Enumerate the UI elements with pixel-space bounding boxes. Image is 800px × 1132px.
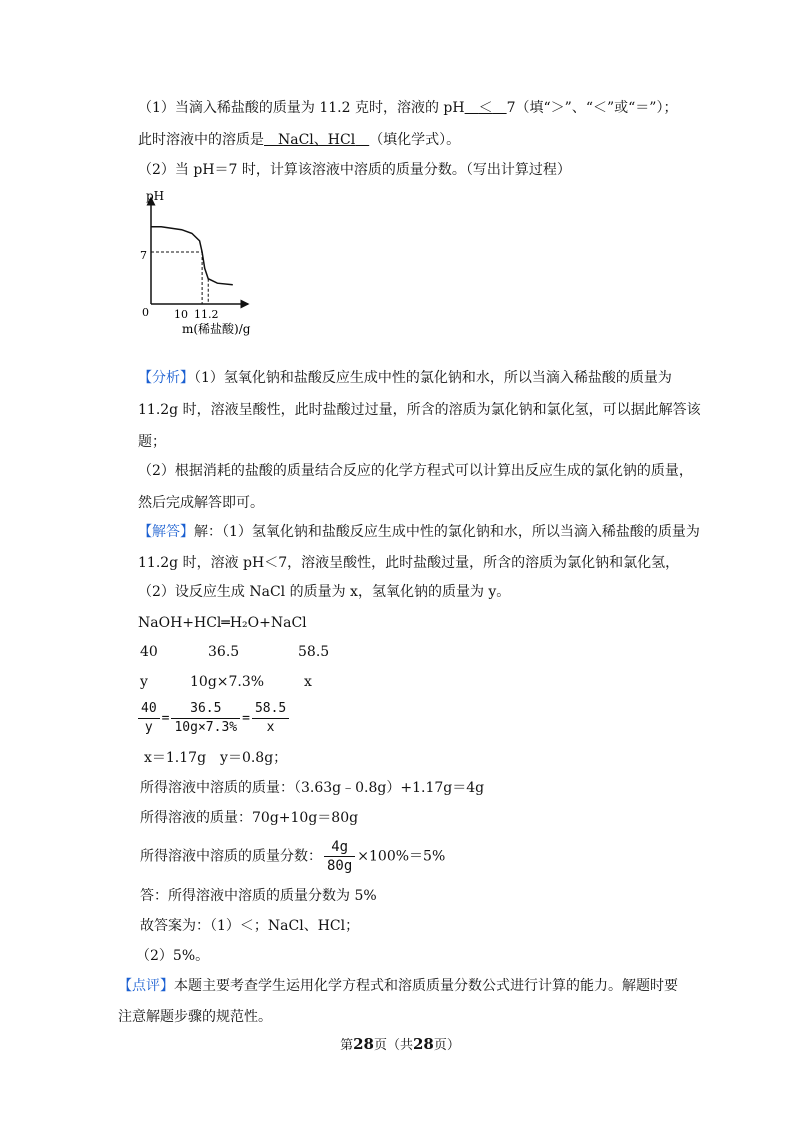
answer-summary-2: （2）5%。	[136, 948, 210, 964]
y-axis-label: pH	[146, 189, 165, 203]
comment-line-1: 【点评】本题主要考查学生运用化学方程式和溶质质量分数公式进行计算的能力。解题时要	[118, 978, 678, 994]
page-number: 28	[353, 1035, 374, 1053]
solution-tag: 【解答】	[138, 524, 194, 540]
final-answer: 答：所得溶液中溶质的质量分数为 5%	[140, 888, 377, 904]
x-tick-10: 10	[174, 308, 188, 321]
y-tick-7: 7	[140, 249, 147, 262]
solution-line-1: 【解答】解：（1）氢氧化钠和盐酸反应生成中性的氯化钠和水，所以当滴入稀盐酸的质量为	[138, 524, 700, 540]
analysis-tag: 【分析】	[138, 370, 194, 386]
mass-fraction-line: 所得溶液中溶质的质量分数： $\frac{4g}{80g}$ ×100%＝5%	[140, 839, 446, 874]
analysis-line-3: 题；	[138, 434, 166, 450]
ph-curve-line	[151, 227, 233, 285]
var-y: y	[140, 674, 148, 690]
fraction-4g-80g: $\frac{4g}{80g}$	[324, 838, 355, 875]
comment-tag: 【点评】	[118, 978, 174, 994]
x-axis-label: m(稀盐酸)/g	[182, 322, 251, 336]
x-tick-11-2: 11.2	[194, 308, 219, 321]
question-2: （2）当 pH＝7 时，计算该溶液中溶质的质量分数。（写出计算过程）	[138, 162, 571, 178]
molar-mass-36-5: 36.5	[208, 644, 240, 660]
proportion: $\frac{40}{y}$ = $\frac{36.5}{10g\times 7.3\%}$ = $\frac{58.5}{x}$	[136, 700, 291, 737]
comment-line-2: 注意解题步骤的规范性。	[118, 1009, 272, 1025]
molar-mass-40: 40	[140, 644, 158, 660]
solution-mass: 所得溶液的质量：70g+10g＝80g	[140, 810, 359, 826]
answer-summary-1: 故答案为：（1）＜；NaCl、HCl；	[140, 918, 360, 934]
var-x: x	[304, 674, 312, 690]
q1-text-b: 7（填“＞”、“＜”或“＝”）；	[506, 100, 678, 116]
solute-mass: 所得溶液中溶质的质量：（3.63g﹣0.8g）+1.17g＝4g	[140, 780, 485, 796]
analysis-line-2: 11.2g 时，溶液呈酸性，此时盐酸过过量，所含的溶质为氯化钠和氯化氢，可以据此解答该	[138, 402, 701, 418]
solution-line-2: 11.2g 时，溶液 pH＜7，溶液呈酸性，此时盐酸过量，所含的溶质为氯化钠和氯化氢，	[138, 555, 680, 571]
origin-label: 0	[142, 306, 149, 319]
ph-curve-chart	[136, 186, 286, 346]
question-1-line-2	[138, 130, 460, 150]
q1-answer-2: NaCl、HCl	[278, 132, 356, 148]
q1-text-c: 此时溶液中的溶质是	[138, 132, 264, 148]
molar-mass-58-5: 58.5	[298, 644, 330, 660]
analysis-line-4: （2）根据消耗的盐酸的质量结合反应的化学方程式可以计算出反应生成的氯化钠的质量，	[138, 463, 693, 479]
question-1-line-1	[138, 98, 677, 118]
total-pages: 28	[413, 1035, 434, 1053]
fraction-58-5-x: $\frac{58.5}{x}$	[252, 700, 289, 737]
var-hcl: 10g×7.3%	[190, 674, 265, 690]
analysis-line-5: 然后完成解答即可。	[138, 495, 264, 511]
solution-line-3: （2）设反应生成 NaCl 的质量为 x，氢氧化钠的质量为 y。	[138, 584, 511, 600]
analysis-line-1: 【分析】（1）氢氧化钠和盐酸反应生成中性的氯化钠和水，所以当滴入稀盐酸的质量为	[138, 370, 672, 386]
result-xy: x＝1.17g y＝0.8g；	[144, 750, 288, 766]
fraction-40-y: $\frac{40}{y}$	[138, 700, 160, 737]
q1-text-a: （1）当滴入稀盐酸的质量为 11.2 克时，溶液的 pH	[138, 100, 465, 116]
q1-answer-1: ＜	[478, 100, 493, 116]
fraction-36-5: $\frac{36.5}{10g\times 7.3\%}$	[171, 700, 240, 737]
chemical-equation: NaOH+HCl═H₂O+NaCl	[138, 615, 307, 631]
page-footer: 第28页（共28页）	[340, 1035, 460, 1053]
q1-text-d: （填化学式）。	[369, 132, 461, 148]
